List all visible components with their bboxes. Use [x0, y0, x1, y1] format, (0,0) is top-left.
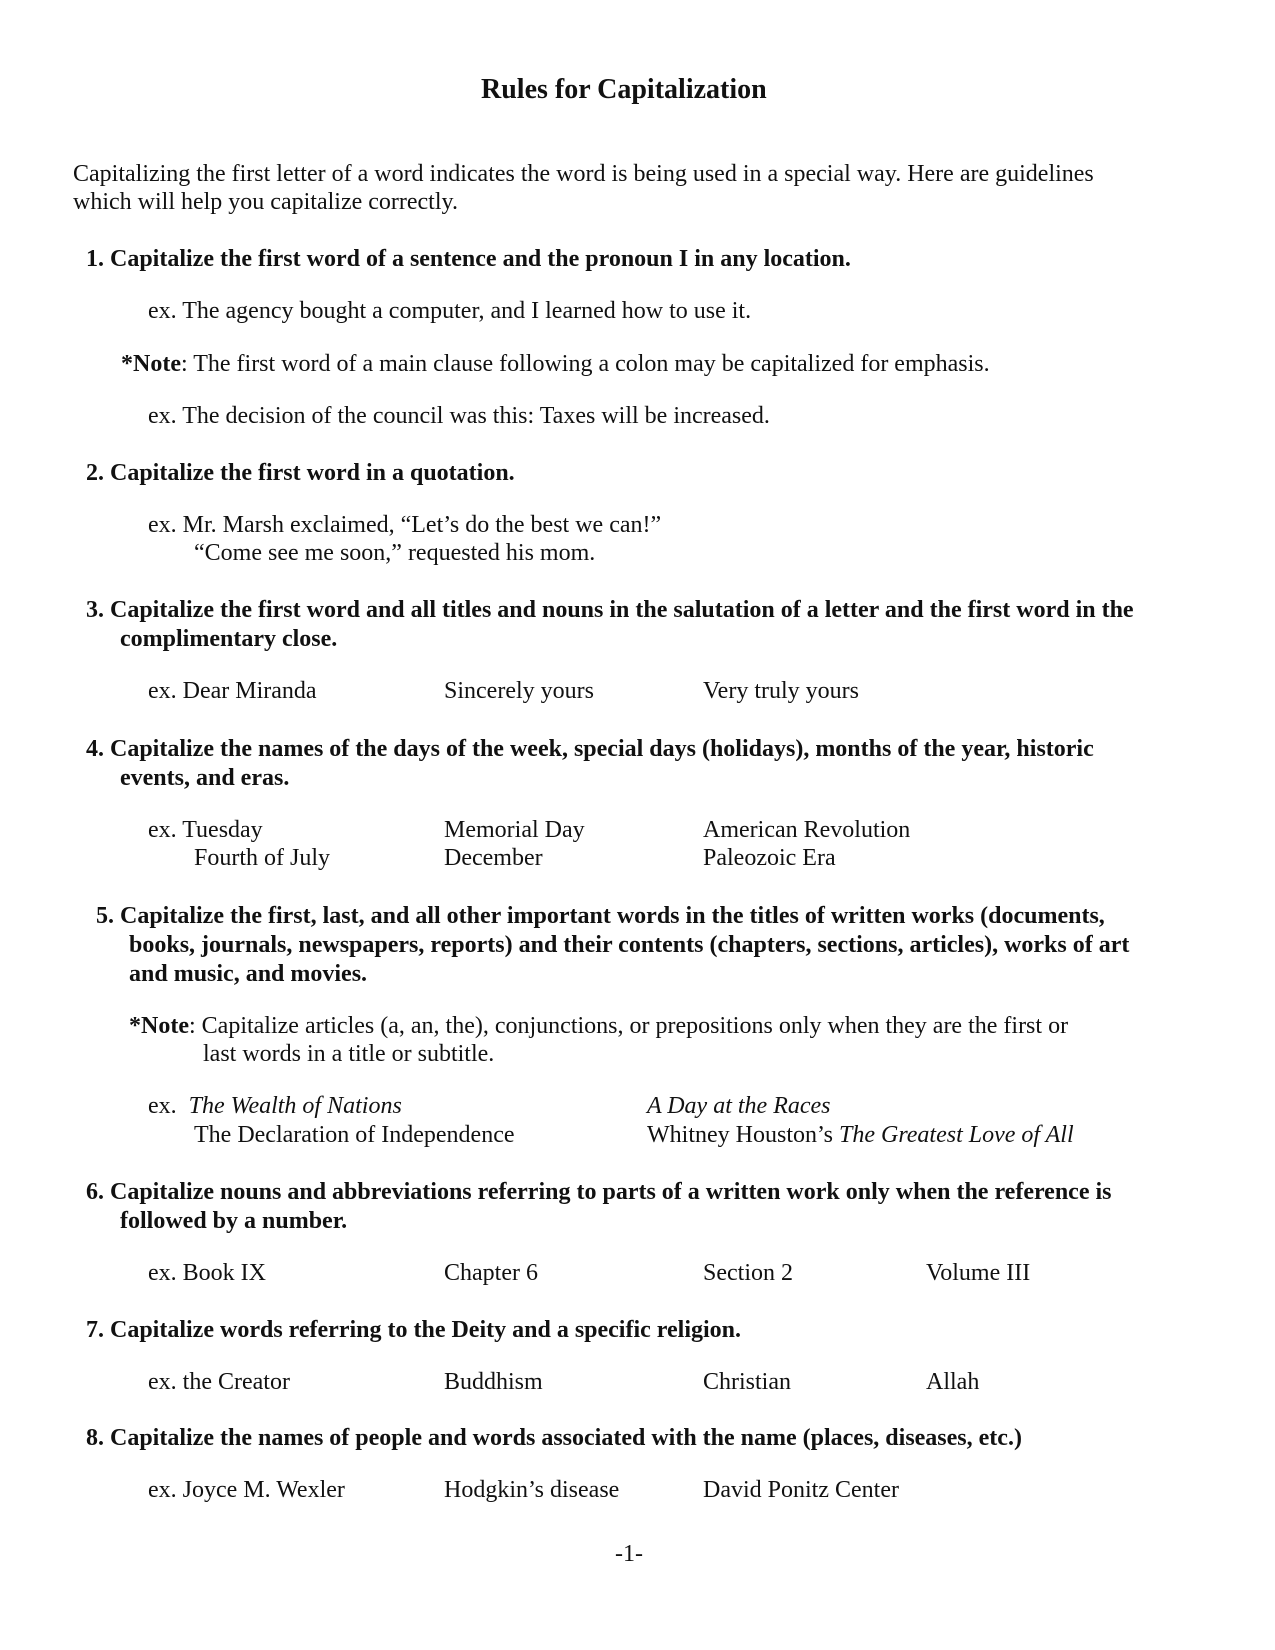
rule-7-example: Allah	[926, 1369, 980, 1395]
example-title: The Wealth of Nations	[188, 1093, 402, 1119]
rule-4-example: American Revolution	[703, 817, 911, 843]
rule-1-heading: 1. Capitalize the first word of a sentence and the pronoun I in any location.	[86, 246, 851, 272]
rule-8-example: David Ponitz Center	[703, 1477, 899, 1503]
rule-5-heading-line-1: 5. Capitalize the first, last, and all other important words in the titles of written works (documents,	[96, 903, 1105, 929]
rule-4-heading-line-1: 4. Capitalize the names of the days of the week, special days (holidays), months of the year, historic	[86, 736, 1094, 762]
rule-5-note-line-2: last words in a title or subtitle.	[203, 1041, 495, 1067]
rule-3-heading-line-2: complimentary close.	[120, 626, 338, 652]
example-prefix: ex.	[148, 1093, 189, 1119]
rule-4-heading-line-2: events, and eras.	[120, 765, 290, 791]
rule-2-heading: 2. Capitalize the first word in a quotation.	[86, 460, 515, 486]
rule-5-example-1	[148, 1092, 402, 1120]
rule-6-heading-line-1: 6. Capitalize nouns and abbreviations referring to parts of a written work only when the reference is	[86, 1179, 1112, 1205]
rule-4-example: December	[444, 845, 543, 871]
rule-2-example-2: “Come see me soon,” requested his mom.	[194, 540, 596, 566]
rule-3-example: Very truly yours	[703, 678, 859, 704]
note-label: *Note	[121, 351, 181, 377]
rule-7-example: Christian	[703, 1369, 791, 1395]
rule-4-example: Memorial Day	[444, 817, 585, 843]
rule-5-heading-line-2: books, journals, newspapers, reports) and their contents (chapters, sections, articles), works of art	[129, 932, 1130, 958]
rule-3-heading-line-1: 3. Capitalize the first word and all titles and nouns in the salutation of a letter and the first word in the	[86, 597, 1134, 623]
intro-line-1: Capitalizing the first letter of a word indicates the word is being used in a special way. Here are guidelines	[73, 161, 1094, 187]
rule-5-example-2: A Day at the Races	[647, 1093, 831, 1119]
rule-4-example: Fourth of July	[194, 845, 331, 871]
rule-4-example: Paleozoic Era	[703, 845, 836, 871]
rule-5-heading-line-3: and music, and movies.	[129, 961, 368, 987]
rule-1-example-2: ex. The decision of the council was this: Taxes will be increased.	[148, 403, 770, 429]
rule-1-example-1: ex. The agency bought a computer, and I learned how to use it.	[148, 298, 752, 324]
rule-2-example-1: ex. Mr. Marsh exclaimed, “Let’s do the best we can!”	[148, 512, 662, 538]
intro-line-2: which will help you capitalize correctly.	[73, 189, 458, 215]
rule-8-example: ex. Joyce M. Wexler	[148, 1477, 345, 1503]
rule-3-example: ex. Dear Miranda	[148, 678, 317, 704]
rule-3-example: Sincerely yours	[444, 678, 594, 704]
rule-7-heading: 7. Capitalize words referring to the Deity and a specific religion.	[86, 1317, 742, 1343]
note-text: : The first word of a main clause following a colon may be capitalized for emphasis.	[180, 351, 990, 377]
note-label: *Note	[129, 1013, 189, 1039]
note-text: : Capitalize articles (a, an, the), conjunctions, or prepositions only when they are the first or	[188, 1013, 1069, 1039]
rule-7-example: Buddhism	[444, 1369, 543, 1395]
rule-1-note	[121, 350, 990, 378]
rule-6-example: Chapter 6	[444, 1260, 538, 1286]
rule-6-heading-line-2: followed by a number.	[120, 1208, 348, 1234]
page-title: Rules for Capitalization	[481, 74, 767, 105]
example-title: The Greatest Love of All	[839, 1122, 1074, 1148]
rule-5-example-4	[647, 1121, 1074, 1149]
rule-8-heading: 8. Capitalize the names of people and words associated with the name (places, diseases, etc.)	[86, 1425, 1022, 1451]
rule-6-example: ex. Book IX	[148, 1260, 266, 1286]
example-artist: Whitney Houston’s	[647, 1122, 839, 1148]
rule-6-example: Section 2	[703, 1260, 793, 1286]
page-number: -1-	[615, 1541, 643, 1567]
rule-7-example: ex. the Creator	[148, 1369, 290, 1395]
rule-5-note-line-1	[129, 1012, 1068, 1040]
rule-6-example: Volume III	[926, 1260, 1031, 1286]
rule-8-example: Hodgkin’s disease	[444, 1477, 620, 1503]
rule-4-example: ex. Tuesday	[148, 817, 263, 843]
rule-5-example-3: The Declaration of Independence	[194, 1122, 515, 1148]
